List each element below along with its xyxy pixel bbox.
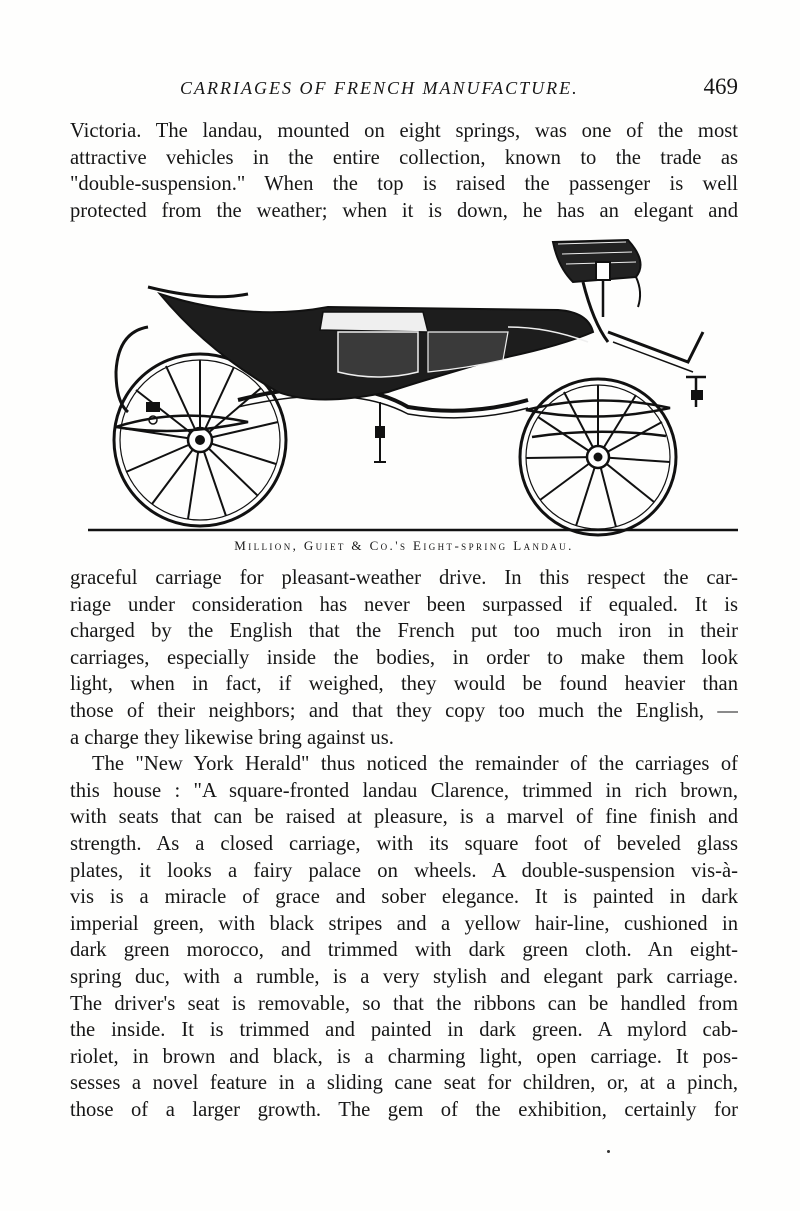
text-line: those of a larger growth. The gem of the exhibition, certainly for: [70, 1098, 738, 1121]
text-line: imperial green, with black stripes and a yellow hair-line, cushioned in: [70, 912, 738, 935]
text-line: a charge they likewise bring against us.: [70, 726, 394, 749]
text-line: vis is a miracle of grace and sober elegance. It is painted in dark: [70, 886, 738, 909]
text-line: The driver's seat is removable, so that the ribbons can be handled from: [70, 992, 738, 1015]
text-line: the inside. It is trimmed and painted in dark green. A mylord cab-: [70, 1019, 738, 1042]
text-line: light, when in fact, if weighed, they would be found heavier than: [70, 673, 738, 696]
text-line: The "New York Herald" thus noticed the remainder of the carriages of: [92, 753, 738, 776]
text-line: with seats that can be raised at pleasure, is a marvel of fine finish and: [70, 806, 738, 829]
text-line: protected from the weather; when it is down, he has an elegant and: [70, 199, 738, 222]
text-line: strength. As a closed carriage, with its square foot of beveled glass: [70, 832, 738, 855]
text-line: riage under consideration has never been surpassed if equaled. It is: [70, 593, 738, 616]
running-head: CARRIAGES OF FRENCH MANUFACTURE.: [180, 78, 579, 98]
page-header: [70, 74, 738, 104]
text-line: attractive vehicles in the entire collection, known to the trade as: [70, 146, 738, 169]
text-line: plates, it looks a fairy palace on wheels. A double-suspension vis-à-: [70, 859, 738, 882]
text-line: "double-suspension." When the top is raised the passenger is well: [70, 173, 738, 196]
paragraph-bottom: [70, 565, 738, 1123]
text-line: those of their neighbors; and that they copy too much the English, —: [70, 699, 738, 722]
text-line: Victoria. The landau, mounted on eight springs, was one of the most: [70, 120, 738, 142]
paragraph-top: [70, 118, 738, 224]
text-line: sesses a novel feature in a sliding cane seat for children, or, at a pinch,: [70, 1072, 738, 1095]
carriage-body: [148, 287, 593, 400]
landau-carriage-illustration: [88, 232, 738, 537]
page-number: 469: [703, 74, 738, 99]
text-line: carriages, especially inside the bodies, in order to make them look: [70, 646, 738, 669]
text-line: this house : "A square-fronted landau Clarence, trimmed in rich brown,: [70, 779, 738, 802]
text-line: spring duc, with a rumble, is a very stylish and elegant park carriage.: [70, 965, 738, 988]
figure-caption: Million, Guiet & Co.'s Eight-spring Landau.: [234, 538, 574, 553]
page-speck: [607, 1150, 610, 1153]
text-line: dark green morocco, and trimmed with dark green cloth. An eight-: [70, 939, 738, 962]
text-line: graceful carriage for pleasant-weather drive. In this respect the car-: [70, 567, 738, 589]
text-line: riolet, in brown and black, is a charming light, open carriage. It pos-: [70, 1045, 738, 1068]
text-line: charged by the English that the French put too much iron in their: [70, 620, 738, 643]
front-wheel: [520, 379, 676, 535]
